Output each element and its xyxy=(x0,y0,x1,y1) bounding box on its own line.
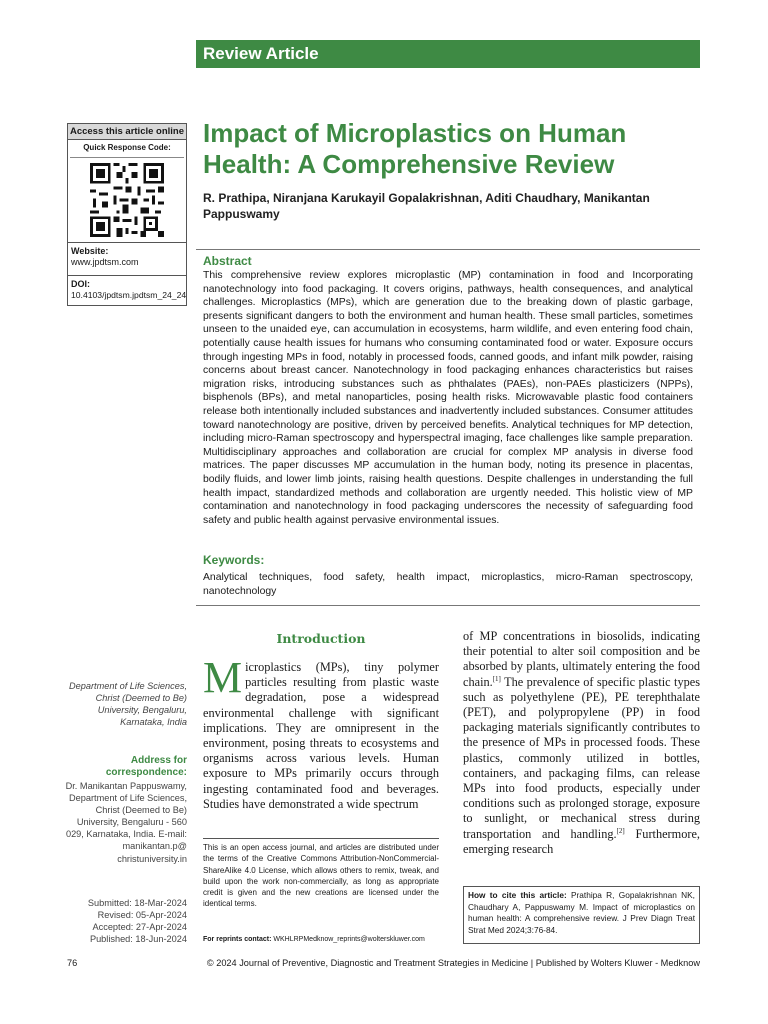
qr-label: Quick Response Code: xyxy=(70,140,184,158)
article-title: Impact of Microplastics on Human Health: A Comprehensive Review xyxy=(203,118,627,179)
author-list: R. Prathipa, Niranjana Karukayil Gopalakrishnan, Aditi Chaudhary, Manikantan Pappuswamy xyxy=(203,191,650,221)
keywords-heading: Keywords: xyxy=(203,553,265,567)
affiliation: Department of Life Sciences, Christ (Deemed to Be) University, Bengaluru, Karnataka, India xyxy=(69,681,187,727)
page-number: 76 xyxy=(67,958,78,968)
qr-code-icon[interactable] xyxy=(90,163,164,237)
abstract-top-rule xyxy=(196,249,700,250)
article-type-banner: Review Article xyxy=(196,40,700,68)
doi-label: DOI: xyxy=(71,279,90,289)
introduction-heading: Introduction xyxy=(276,631,366,646)
intro-text-part-b: The prevalence of specific plastic types such as polyethylene (PE), PE terephthalate (PET), and polypropylene (PP) in food packaging materials significantly contributes to the presence of MPs in processed foods. These plastics, commonly utilized in bottles, containers, and packaging films, can release MPs into food products, especially under conditions such as prolonged storage, exposure to sunlight, or mechanical stress during transportation and handling. xyxy=(463,674,700,841)
citation-box xyxy=(463,886,700,944)
intro-text-part-c: Furthermore, emerging research xyxy=(463,826,700,856)
date-revised: Revised: 05-Apr-2024 xyxy=(97,910,187,921)
open-access-notice: This is an open access journal, and articles are distributed under the terms of the Creative Commons Attribution-NonCommercial-ShareAlike 4.0 License, which allows others to remix, tweak, and build upon the work non-commercially, as long as appropriate credit is given and the new creations are licensed under the identical terms. xyxy=(203,838,439,910)
body-column-right xyxy=(463,629,700,857)
intro-text-part-a: of MP concentrations in biosolids, indicating their potential to alter soil composition and be absorbed by plants, ultimately entering the food chain. xyxy=(463,629,700,689)
access-online-header: Access this article online xyxy=(68,124,186,140)
correspondence-heading: Address for correspondence: xyxy=(105,755,187,778)
keywords-text: Analytical techniques, food safety, health impact, microplastics, micro-Raman spectroscopy, nanotechnology xyxy=(203,572,693,597)
article-dates xyxy=(58,897,187,945)
abstract-bottom-rule xyxy=(196,605,700,606)
intro-paragraph-left: icroplastics (MPs), tiny polymer particles resulting from plastic waste degradation, pose a widespread environmental challenge with significant implications. They are omnipresent in the environment, posing threats to ecosystems and organisms across various levels. Human exposure to MPs primarily occurs through ingesting contaminated food and beverages. Studies have demonstrated a wide spectrum xyxy=(203,660,439,811)
drop-cap: M xyxy=(203,653,243,702)
reference-2-link[interactable]: [2] xyxy=(616,826,625,835)
reprints-label: For reprints contact: xyxy=(203,936,272,943)
date-accepted: Accepted: 27-Apr-2024 xyxy=(92,922,187,933)
abstract-text: This comprehensive review explores microplastic (MP) contamination in food and Incorporating nanotechnology into food packaging. It covers origins, pathways, health consequences, and analytical challenges. Microplastics (MPs), which are generation due to the breaking down of plastic garbage, presents significant dangers to both the environment and human health. These small particles, sometimes unseen to the unaided eye, can accumulation in ecosystems, harm wildlife, and even entering food chain, potentially cause health issues for humans who consuming contaminated food or water. Exposure occurs through ingesting MPs in food, notably in processed foods, canned goods, and infant milk powder, raising concerns about breast cancer. Nanotechnology in food packaging enhances characteristics but raises migration risks, introducing substances such as phthalates (PAEs), non-PAEs plasticizers (NPPs), bisphenols (BPs), and metal nanoparticles, posing health risks. Microwavable plastic food containers release both intentionally included substances and inadvertently included substances. Consumer attitudes toward nanotechnology are positive, driven by perceived benefits. Analytical techniques for MP detection, including micro-Raman spectroscopy and hyperspectral imaging, face challenges like sample preparation. Multidisciplinary approaches and collaboration are crucial for complex MP analysis in diverse food matrices. The paper discusses MP accumulation in the human body, noting its presence in placentas, bodily fluids, and lower limb joints, raising health questions. Despite challenges in understanding the full health impact, standardized methods and collaboration are urgently needed. This holistic view of MP contamination and nanotechnology in food packaging underscores the necessity of safeguarding food safety and public health against pervasive environmental issues. xyxy=(203,270,693,526)
reference-1-link[interactable]: [1] xyxy=(492,674,501,683)
date-submitted: Submitted: 18-Mar-2024 xyxy=(87,898,187,908)
website-link[interactable]: www.jpdtsm.com xyxy=(71,257,139,267)
website-label: Website: xyxy=(71,246,109,256)
date-published: Published: 18-Jun-2024 xyxy=(89,934,187,945)
access-online-box xyxy=(67,123,187,306)
correspondence-address: Dr. Manikantan Pappuswamy, Department of Life Sciences, Christ (Deemed to Be) University, Bengaluru - 560 029, Karnataka, India. E-mail: manikantan.p@ christuniversity.in xyxy=(65,781,187,864)
body-column-left xyxy=(203,653,439,812)
doi-link[interactable]: 10.4103/jpdtsm.jpdtsm_24_24 xyxy=(71,290,187,300)
journal-footer: © 2024 Journal of Preventive, Diagnostic and Treatment Strategies in Medicine | Published by Wolters Kluwer - Medknow xyxy=(206,958,700,968)
reprints-email[interactable]: WKHLRPMedknow_reprints@wolterskluwer.com xyxy=(271,936,425,943)
reprints-contact xyxy=(203,936,443,943)
citation-label: How to cite this article: xyxy=(468,890,567,900)
abstract-heading: Abstract xyxy=(203,254,252,268)
citation-text: Prathipa R, Gopalakrishnan NK, Chaudhary A, Pappuswamy M. Impact of microplastics on human health: A comprehensive review. J Prev Diagn Treat Strat Med 2024;3:76-84. xyxy=(468,890,695,935)
